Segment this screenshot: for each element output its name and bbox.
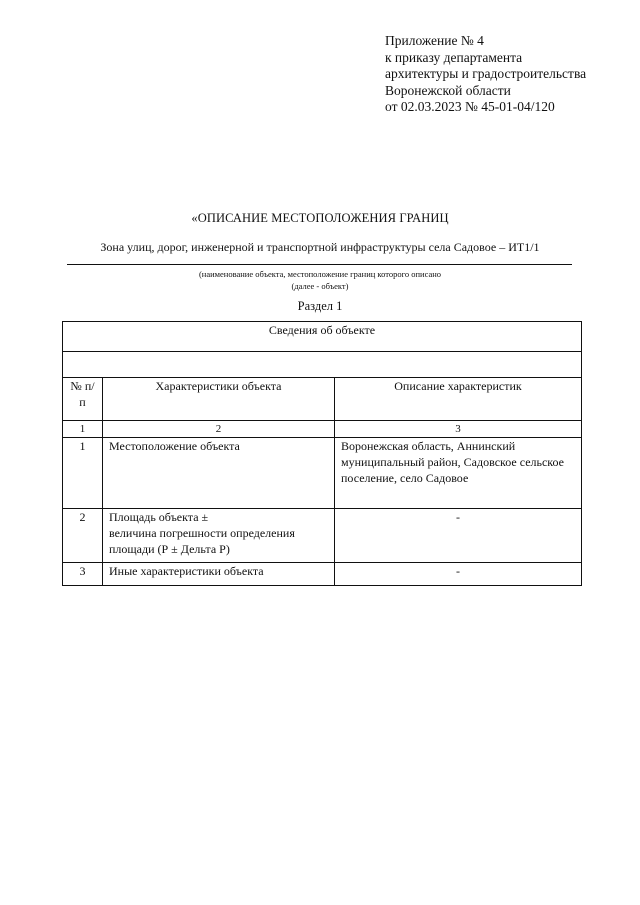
characteristic-line: площади (Р ± Дельта Р)	[109, 542, 230, 556]
characteristic-line: Площадь объекта ±	[109, 510, 209, 524]
table-row	[63, 563, 582, 586]
row-characteristic: Иные характеристики объекта	[103, 563, 335, 586]
section-title: Раздел 1	[297, 299, 343, 313]
empty-cell	[63, 352, 582, 378]
caption-line: (далее - объект)	[291, 281, 349, 291]
column-header-description: Описание характеристик	[335, 378, 582, 421]
table-header: Сведения об объекте	[63, 322, 582, 352]
table-header-row	[63, 322, 582, 352]
table-row	[63, 438, 582, 509]
appendix-line: от 02.03.2023 № 45-01-04/120	[385, 99, 555, 114]
object-name: Зона улиц, дорог, инженерной и транспортной инфраструктуры села Садовое – ИТ1/1	[100, 240, 540, 254]
underline-divider	[67, 264, 572, 265]
object-name-caption	[60, 268, 580, 292]
appendix-line: к приказу департамента	[385, 49, 523, 65]
table-empty-row	[63, 352, 582, 378]
caption-line: (наименование объекта, местоположение границ которого описано	[198, 269, 442, 279]
row-description: -	[335, 509, 582, 563]
characteristic-line: величина погрешности определения	[109, 526, 295, 540]
row-number: 3	[63, 563, 103, 586]
column-index: 2	[103, 421, 335, 438]
appendix-line: архитектуры и градостроительства	[385, 66, 587, 81]
row-number: 2	[63, 509, 103, 563]
column-header-characteristic: Характеристики объекта	[103, 378, 335, 421]
object-info-table	[62, 321, 582, 586]
column-header-row	[63, 378, 582, 421]
table-row	[63, 509, 582, 563]
column-header-number: № п/п	[63, 378, 103, 421]
row-characteristic	[103, 509, 335, 563]
row-description: -	[335, 563, 582, 586]
row-description: Воронежская область, Аннинский муниципальный район, Садовское сельское поселение, село Садовое	[335, 438, 582, 509]
document-title: «ОПИСАНИЕ МЕСТОПОЛОЖЕНИЯ ГРАНИЦ	[191, 211, 449, 225]
column-index: 1	[63, 421, 103, 438]
column-index: 3	[335, 421, 582, 438]
row-number: 1	[63, 438, 103, 509]
column-index-row	[63, 421, 582, 438]
appendix-line: Приложение № 4	[385, 33, 484, 48]
row-characteristic: Местоположение объекта	[103, 438, 335, 509]
appendix-block	[385, 33, 586, 116]
appendix-line: Воронежской области	[385, 82, 511, 98]
